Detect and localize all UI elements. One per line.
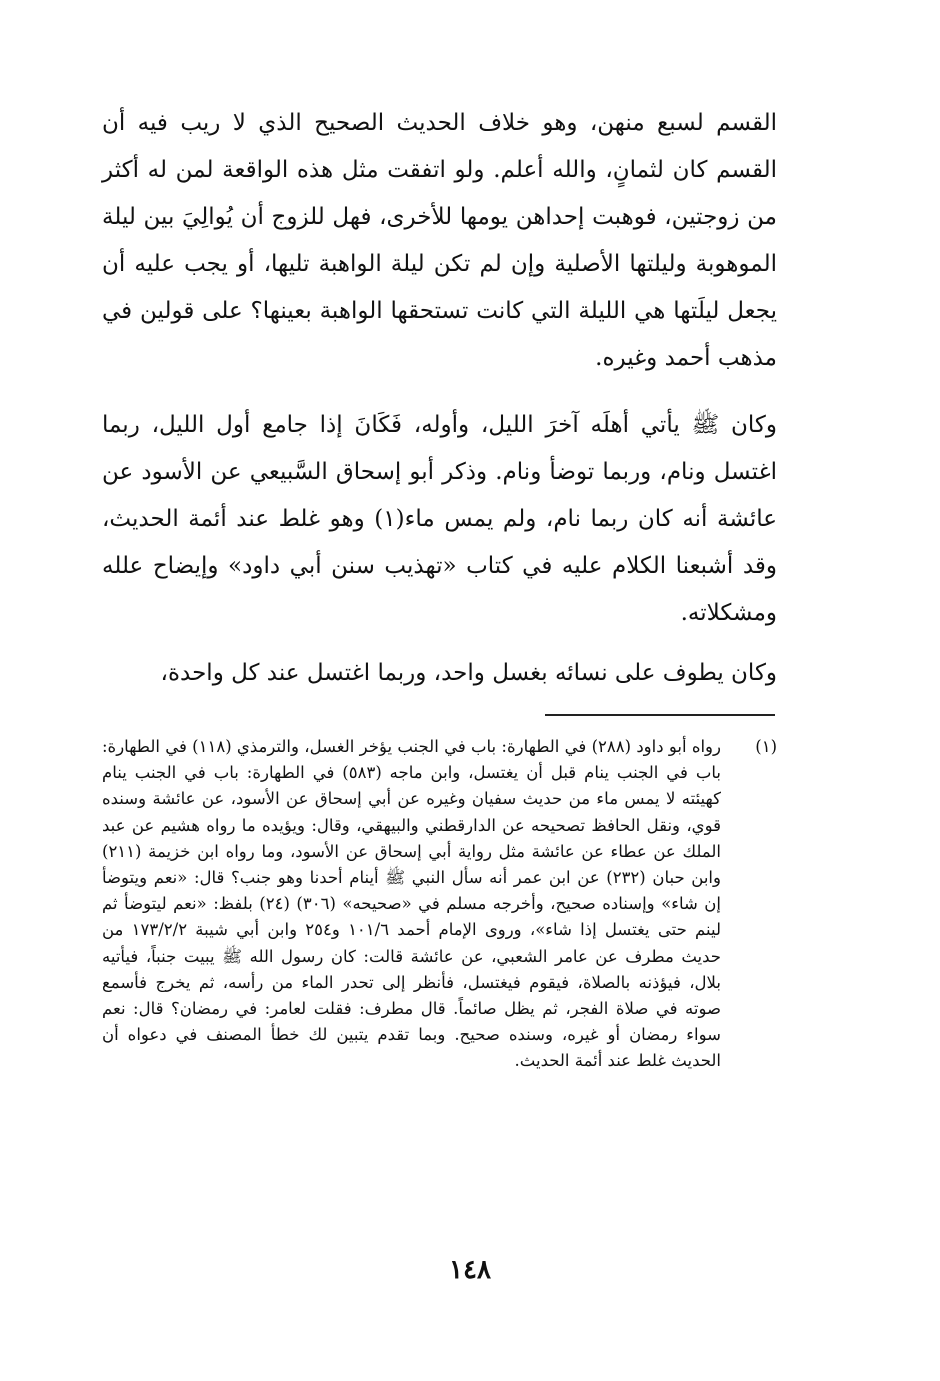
footnote — [102, 734, 777, 1075]
body-paragraph: وكان يطوف على نسائه بغسل واحد، وربما اغتسل عند كل واحدة، — [160, 660, 777, 686]
footnote-separator — [545, 714, 775, 716]
page-number: ١٤٨ — [449, 1255, 491, 1285]
footnote-number: (١) — [755, 737, 777, 756]
body-paragraph: القسم لسبع منهن، وهو خلاف الحديث الصحيح الذي لا ريب فيه أن القسم كان لثمانٍ، والله أعلم. ولو اتفقت مثل هذه الواقعة لمن له أكثر من زوجتين، فوهبت إحداهن يومها للأخرى، فهل للزوج أن يُوالِيَ بين ليلة الموهوبة وليلتها الأصلية وإن لم تكن ليلة الواهبة تليها، أو يجب عليه أن يجعل ليلَتها هي الليلة التي كانت تستحقها الواهبة بعينها؟ على قولين في مذهب أحمد وغيره. — [102, 110, 777, 371]
footnote-text: رواه أبو داود (٢٨٨) في الطهارة: باب في الجنب يؤخر الغسل، والترمذي (١١٨) في الطهارة: باب في الجنب ينام قبل أن يغتسل، وابن ماجه (٥٨٣) في الطهارة: باب في الجنب ينام كهيئته لا يمس ماء من حديث سفيان وغيره عن أبي إسحاق عن الأسود، عن عائشة وسنده قوي، ونقل الحافظ تصحيحه عن الدارقطني والبيهقي، وقال: ويؤيده ما رواه هشيم عن عبد الملك عن عطاء عن عائشة مثل رواية أبي إسحاق عن الأسود، وما رواه ابن خزيمة (٢١١) وابن حبان (٢٣٢) عن ابن عمر أنه سأل النبي ﷺ أينام أحدنا وهو جنب؟ قال: «نعم ويتوضأ إن شاء» وإسناده صحيح، وأخرجه مسلم في «صحيحه» (٣٠٦) (٢٤) بلفظ: «نعم ليتوضأ ثم لينم حتى يغتسل إذا شاء»، وروى الإمام أحمد ١٠١/٦ و٢٥٤ وابن أبي شيبة ١٧٣/٢/٢ من حديث مطرف عن عامر الشعبي، عن عائشة قالت: كان رسول الله ﷺ يبيت جنباً، فيأتيه بلال، فيؤذنه بالصلاة، فيقوم فيغتسل، فأنظر إلى تحدر الماء من رأسه، ثم يخرج فأسمع صوته في صلاة الفجر، ثم يظل صائماً. قال مطرف: فقلت لعامر: في رمضان؟ قال: نعم سواء رمضان أو غيره، وسنده صحيح. وبما تقدم يتبين لك خطأ المصنف في دعواه أن الحديث غلط عند أئمة الحديث. — [102, 737, 721, 1071]
body-paragraph: وكان ﷺ يأتي أهلَه آخرَ الليل، وأوله، فَكَانَ إذا جامع أول الليل، ربما اغتسل ونام، وربما توضأ ونام. وذكر أبو إسحاق السَّبيعي عن الأسود عن عائشة أنه كان ربما نام، ولم يمس ماء(١) وهو غلط عند أئمة الحديث، وقد أشبعنا الكلام عليه في كتاب «تهذيب سنن أبي داود» وإيضاح علله ومشكلاته. — [102, 412, 777, 626]
